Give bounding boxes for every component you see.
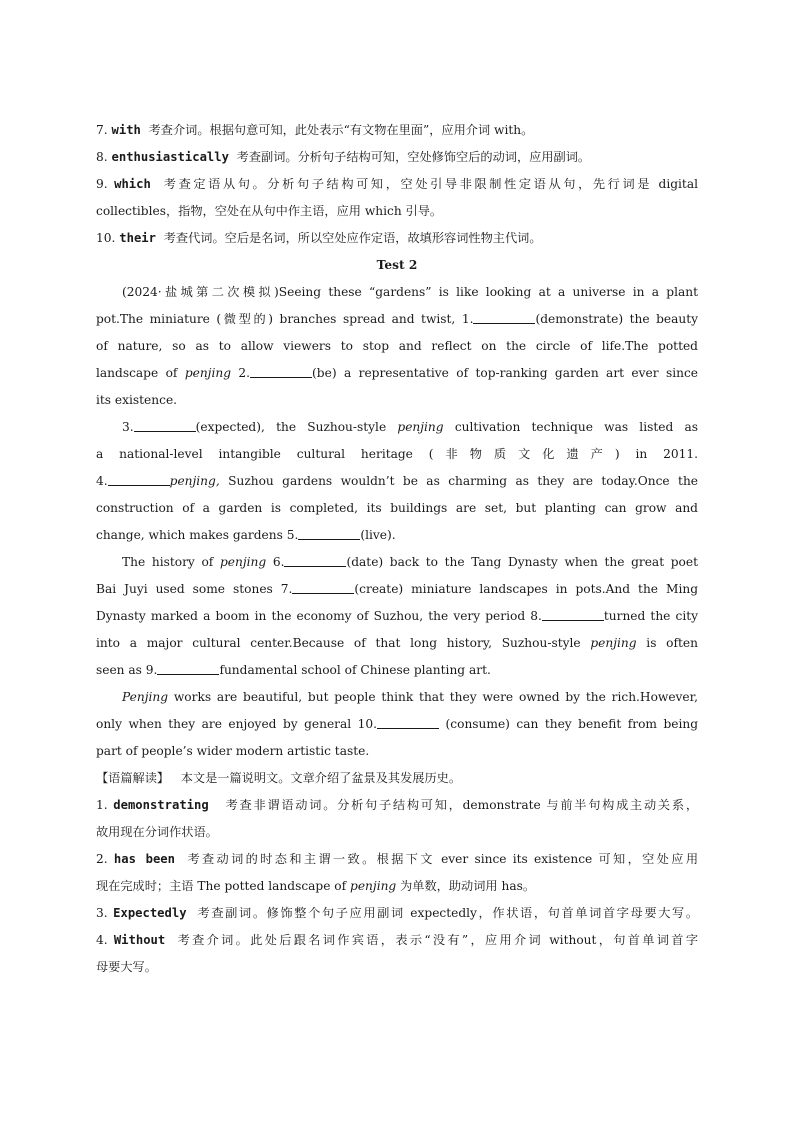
answer-7: 7. with 考查介词。根据句意可知，此处表示“有文物在里面”，应用介词 with。 (96, 123, 534, 137)
answer-3: 3. Expectedly 考查副词。修饰整个句子应用副词 expectedly，作状语，句首单词首字母要大写。 (96, 906, 699, 920)
answer-blank[interactable] (292, 581, 354, 594)
test-title: Test 2 (376, 258, 418, 272)
passage-line: Penjing works are beautiful, but people think that they were owned by the rich.However, (122, 690, 699, 704)
answer-blank[interactable] (473, 311, 535, 324)
passage-line: pot.The miniature (微型的) branches spread and twist, 1. (demonstrate) the beauty (96, 312, 698, 326)
answer-1-cont: 故用现在分词作状语。 (96, 825, 218, 839)
answer-9: 9. which 考查定语从句。分析句子结构可知，空处引导非限制性定语从句，先行词是 digital (96, 177, 698, 191)
passage-line: Dynasty marked a boom in the economy of Suzhou, the very period 8. turned the city (96, 609, 699, 623)
passage-line: change, which makes gardens 5. (live). (96, 528, 396, 542)
answer-4: 4. Without 考查介词。此处后跟名词作宾语，表示“没有”，应用介词 without，句首单词首字 (96, 933, 699, 947)
answer-blank[interactable] (284, 554, 346, 567)
document-page (96, 117, 698, 981)
answer-10: 10. their 考查代词。空后是名词，所以空处应作定语，故填形容词性物主代词。 (96, 231, 542, 245)
passage-line: (2024·盐城第二次模拟)Seeing these “gardens” is like looking at a universe in a plant (122, 285, 698, 299)
answer-8: 8. enthusiastically 考查副词。分析句子结构可知，空处修饰空后的动词，应用副词。 (96, 150, 591, 164)
passage-line: its existence. (96, 393, 178, 407)
passage-line: a national-level intangible cultural heritage (非物质文化遗产) in 2011. (96, 447, 698, 461)
analysis-heading: 【语篇解读】 本文是一篇说明文。文章介绍了盆景及其发展历史。 (96, 771, 462, 785)
passage-line: Bai Juyi used some stones 7. (create) miniature landscapes in pots.And the Ming (96, 582, 699, 596)
answer-1: 1. demonstrating 考查非谓语动词。分析句子结构可知，demonstrate 与前半句构成主动关系， (96, 798, 699, 812)
passage-line: landscape of penjing 2. (be) a representative of top-ranking garden art ever since (96, 366, 698, 380)
answer-blank[interactable] (108, 473, 170, 486)
answer-2: 2. has been 考查动词的时态和主谓一致。根据下文 ever since its existence 可知，空处应用 (96, 852, 699, 866)
answer-blank[interactable] (134, 419, 196, 432)
passage-line: only when they are enjoyed by general 10. (consume) can they benefit from being (96, 717, 699, 731)
answer-blank[interactable] (157, 662, 219, 675)
answer-4-cont: 母要大写。 (96, 960, 157, 974)
answer-blank[interactable] (298, 527, 360, 540)
passage-line: 4. penjing, Suzhou gardens wouldn’t be as charming as they are today.Once the (96, 474, 698, 488)
answer-blank[interactable] (377, 716, 439, 729)
passage-line: 3. (expected), the Suzhou-style penjing cultivation technique was listed as (122, 420, 698, 434)
passage-line: of nature, so as to allow viewers to stop and reflect on the circle of life.The potted (96, 339, 698, 353)
passage-line: seen as 9. fundamental school of Chinese planting art. (96, 663, 491, 677)
passage-line: part of people’s wider modern artistic taste. (96, 744, 370, 758)
passage-line: into a major cultural center.Because of that long history, Suzhou-style penjing is often (96, 636, 698, 650)
answer-2-cont: 现在完成时；主语 The potted landscape of penjing 为单数，助动词用 has。 (96, 879, 536, 893)
passage-line: construction of a garden is completed, its buildings are set, but planting can grow and (96, 501, 698, 515)
answer-9-cont: collectibles，指物，空处在从句中作主语，应用 which 引导。 (96, 204, 443, 218)
answer-blank[interactable] (542, 608, 604, 621)
passage-line: The history of penjing 6. (date) back to the Tang Dynasty when the great poet (122, 555, 698, 569)
answer-blank[interactable] (250, 365, 312, 378)
